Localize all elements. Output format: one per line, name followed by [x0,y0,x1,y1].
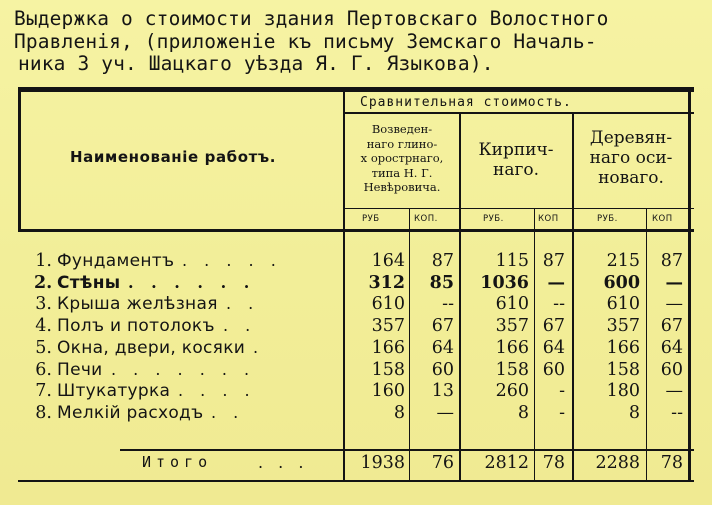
title-line-3: ника 3 уч. Шацкаго уѣзда Я. Г. Языкова). [18,52,494,75]
cell-r1: 312 [368,273,405,293]
table-row [0,403,712,425]
row-work-name: Стѣны [57,273,121,293]
cell-r2: 115 [495,251,529,271]
cell-r2: 610 [495,294,529,314]
cell-k1: 85 [429,273,454,293]
total-top-rule [120,449,694,451]
cell-k3: — [665,294,683,314]
table-row [0,316,712,338]
cell-k1: 64 [431,338,454,358]
row-work-name: Полъ и потолокъ [57,316,215,336]
cell-k1: 60 [431,360,454,380]
cell-r1: 164 [371,251,405,271]
table-row [0,381,712,403]
comparative-header-rule [344,112,694,114]
cell-k1: 13 [431,381,454,401]
cell-k3: -- [671,403,683,423]
cell-k2: - [559,403,565,423]
total-rub-1: 1938 [360,453,405,473]
row-number: 4. [35,316,52,336]
cell-k2: -- [553,294,565,314]
title-line-1: Выдержка о стоимости здания Пертовскаго Волостного [14,7,609,30]
total-kop-2: 78 [542,453,565,473]
unit-rub-3: РУБ. [597,214,618,224]
cell-k3: 67 [660,316,683,336]
row-work-name: Штукатурка [57,381,171,401]
row-leader-dots: . [253,338,265,357]
cell-r2: 1036 [480,273,529,293]
table-bottom-rule [18,480,694,482]
cell-k2: 64 [542,338,565,358]
row-number: 5. [35,338,52,358]
cell-r3: 610 [606,294,640,314]
row-work-name: Мелкій расходъ [57,403,204,423]
cell-k2: 67 [542,316,565,336]
row-leader-dots: . . . . [178,381,256,400]
cell-k2: 60 [542,360,565,380]
cell-k3: 87 [660,251,683,271]
cell-r1: 610 [371,294,405,314]
row-number: 8. [35,403,52,423]
cell-r1: 160 [371,381,405,401]
total-kop-3: 78 [660,453,683,473]
header-col-clay: Возведен- наго глино- х орострнаго, типа Н. Г. Невѣровича. [360,122,444,194]
cell-r1: 166 [371,338,405,358]
total-rub-2: 2812 [484,453,529,473]
cell-k1: -- [442,294,454,314]
table-left-border [18,88,21,232]
unit-rub-1: РУБ [362,214,380,224]
row-work-name: Печи [57,360,103,380]
table-row [0,338,712,360]
cell-r1: 8 [393,403,405,423]
cell-k3: 60 [660,360,683,380]
cell-k3: 64 [660,338,683,358]
cell-r2: 8 [517,403,529,423]
header-comparative-cost: Сравнительная стоимость. [360,95,572,110]
row-work-name: Крыша желѣзная [57,294,218,314]
cell-k3: — [665,273,683,293]
unit-kop-1: КОП. [414,214,438,224]
header-col-wood: Деревян- наго оси- новаго. [589,128,673,188]
row-leader-dots: . . [226,294,260,313]
row-number: 7. [35,381,52,401]
total-label: Итого [142,453,213,471]
cell-r2: 166 [495,338,529,358]
row-number: 1. [35,251,52,271]
cell-r3: 166 [606,338,640,358]
row-leader-dots: . . [211,403,245,422]
cell-r1: 158 [371,360,405,380]
cell-r3: 600 [603,273,640,293]
cell-r3: 158 [606,360,640,380]
cell-r3: 8 [628,403,640,423]
cell-r1: 357 [371,316,405,336]
cell-r3: 215 [606,251,640,271]
cell-r2: 357 [495,316,529,336]
total-kop-1: 76 [431,453,454,473]
row-leader-dots: . . . . . . [128,273,256,292]
row-number: 3. [35,294,52,314]
units-top-rule [344,208,694,209]
row-number: 2. [34,273,53,293]
table-row [0,251,712,273]
row-number: 6. [35,360,52,380]
header-works: Наименованіе работъ. [70,148,277,166]
table-row [0,294,712,316]
total-rub-3: 2288 [595,453,640,473]
row-leader-dots: . . [223,316,257,335]
row-work-name: Фундаментъ [57,251,175,271]
header-col-brick: Кирпич- наго. [478,140,554,180]
unit-kop-3: КОП [652,214,673,224]
cell-r2: 260 [495,381,529,401]
cell-k1: 87 [431,251,454,271]
unit-kop-2: КОП [538,214,559,224]
cell-k2: 87 [542,251,565,271]
header-bottom-rule [18,229,694,232]
title-line-2: Правленія, (приложеніе къ письму Земскаго Началь- [14,29,597,53]
table-row [0,360,712,382]
cell-r3: 180 [606,381,640,401]
cell-k1: — [436,403,454,423]
document-title [14,8,704,76]
cell-k2: - [559,381,565,401]
cell-r2: 158 [495,360,529,380]
cell-k3: — [665,381,683,401]
cell-k2: — [547,273,565,293]
total-dots: . . . [258,453,309,472]
row-leader-dots: . . . . . . . [111,360,256,379]
cell-k1: 67 [431,316,454,336]
table-row [0,273,712,295]
total-row [0,453,712,475]
row-work-name: Окна, двери, косяки [57,338,246,358]
row-leader-dots: . . . . . [182,251,282,270]
table-top-rule [18,87,694,92]
unit-rub-2: РУБ. [483,214,504,224]
cell-r3: 357 [606,316,640,336]
